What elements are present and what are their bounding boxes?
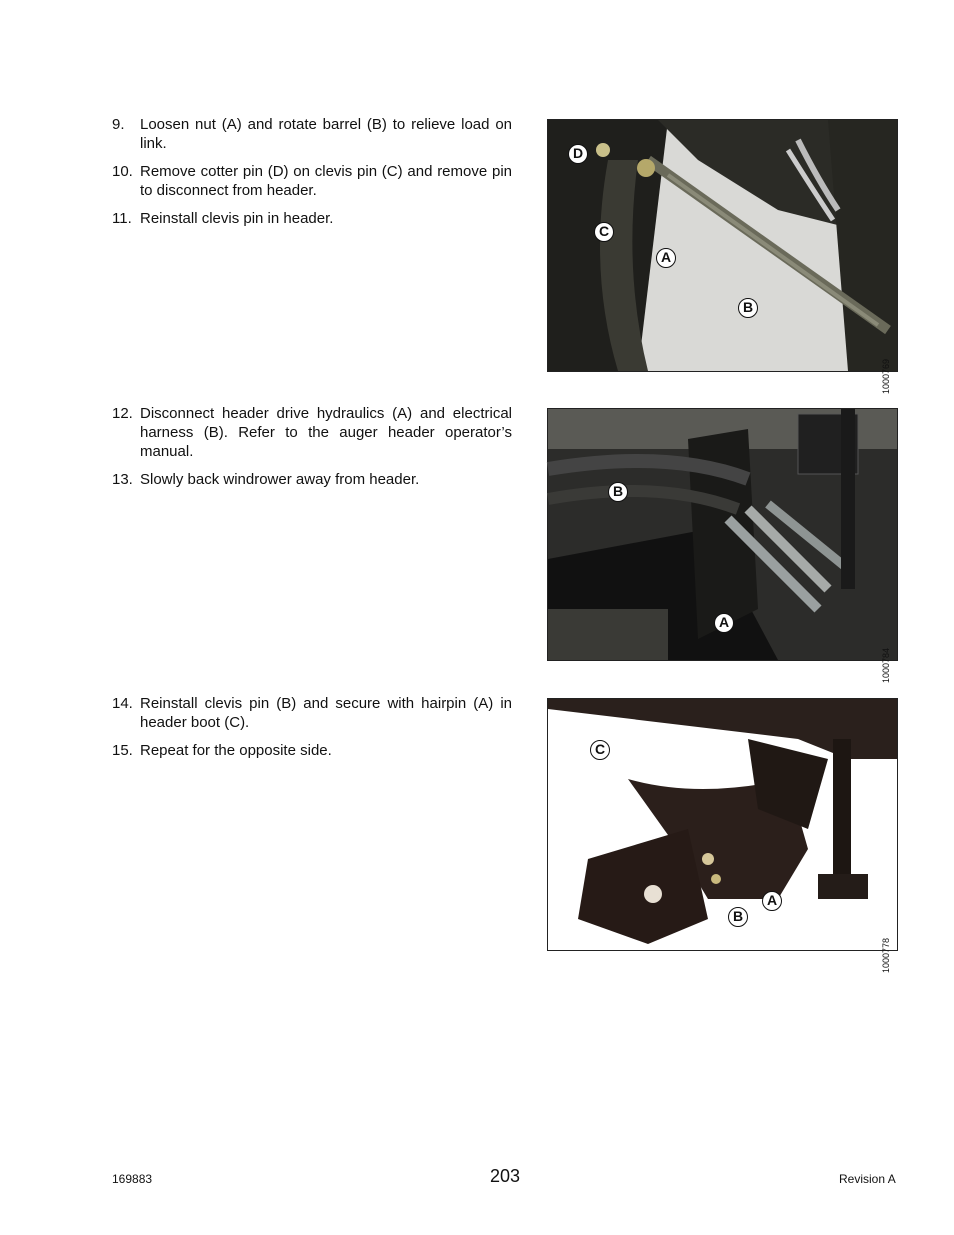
step-item bbox=[112, 470, 512, 489]
callout-d: D bbox=[568, 144, 588, 164]
page-number: 203 bbox=[490, 1166, 521, 1186]
step-text: Disconnect header drive hydraulics (A) and electrical harness (B). Refer to the auger header operator’s manual. bbox=[140, 405, 512, 460]
step-number: 15. bbox=[112, 742, 133, 759]
step-number: 14. bbox=[112, 695, 133, 712]
callout-b: B bbox=[738, 298, 758, 318]
doc-number: 169883 bbox=[112, 1172, 153, 1186]
figure-top-link bbox=[547, 119, 898, 395]
step-text: Loosen nut (A) and rotate barrel (B) to relieve load on link. bbox=[140, 116, 512, 152]
figure-number: 1000769 bbox=[881, 359, 891, 395]
step-item bbox=[112, 162, 512, 200]
figure-hydraulics bbox=[547, 408, 898, 684]
step-number: 13. bbox=[112, 471, 133, 488]
figure-number: 1000784 bbox=[881, 648, 891, 684]
photo-header-boot bbox=[548, 699, 897, 950]
figure-number: 1000778 bbox=[881, 938, 891, 974]
callout-a: A bbox=[762, 891, 782, 911]
step-text: Remove cotter pin (D) on clevis pin (C) and remove pin to disconnect from header. bbox=[140, 163, 512, 199]
callout-b: B bbox=[728, 907, 748, 927]
step-item bbox=[112, 404, 512, 461]
step-list-1 bbox=[112, 115, 512, 237]
step-item bbox=[112, 694, 512, 732]
callout-b: B bbox=[608, 482, 628, 502]
step-item bbox=[112, 209, 512, 228]
step-text: Reinstall clevis pin (B) and secure with hairpin (A) in header boot (C). bbox=[140, 695, 512, 731]
step-text: Repeat for the opposite side. bbox=[140, 742, 332, 759]
step-number: 12. bbox=[112, 405, 133, 422]
step-number: 11. bbox=[112, 210, 132, 227]
step-text: Slowly back windrower away from header. bbox=[140, 471, 420, 488]
step-number: 10. bbox=[112, 163, 133, 180]
step-item bbox=[112, 115, 512, 153]
callout-c: C bbox=[594, 222, 614, 242]
step-item bbox=[112, 741, 512, 760]
step-text: Reinstall clevis pin in header. bbox=[140, 210, 334, 227]
step-number: 9. bbox=[112, 116, 125, 133]
callout-a: A bbox=[714, 613, 734, 633]
photo-top-link bbox=[548, 120, 897, 371]
callout-a: A bbox=[656, 248, 676, 268]
revision-label: Revision A bbox=[839, 1172, 896, 1186]
step-list-2 bbox=[112, 404, 512, 498]
step-list-3 bbox=[112, 694, 512, 769]
figure-header-boot bbox=[547, 698, 898, 974]
callout-c: C bbox=[590, 740, 610, 760]
